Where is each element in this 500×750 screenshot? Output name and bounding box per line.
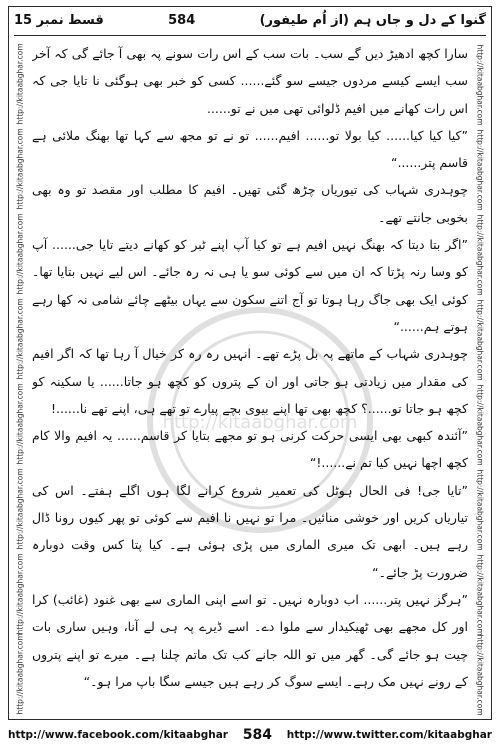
- facebook-link[interactable]: http://www.facebook.com/kitaabghar: [8, 729, 228, 741]
- side-link[interactable]: http://kitaabghar.com: [475, 299, 485, 381]
- paragraph: ”ہرگز نہیں پتر...... اب دوبارہ نہیں۔ تو اسے اپنی الماری سے بھی غنود (غائب) کرا اور کل مجھے بھی ٹھیکیدار سے ملوا دے۔ اسے ڈیرے پہ ہی لے آنا، وہیں ساری بات چیت ہو جائے گی۔ گھر میں تو اللہ جانے کب تک ماتم چلنا ہے۔ میرے تو اپنے پتروں کے رونے نہیں مک رہے۔ ایسے سوگ کر رہے ہیں جیسے سگا باپ مرا ہو۔“: [32, 591, 468, 689]
- paragraph: ”کیا کیا کیا...... کیا بولا تو...... افیم...... تو نے تو مجھ سے کہا تھا بھنگ ملائی ہے قاسم پتر......“: [32, 127, 468, 171]
- side-link[interactable]: http://kitaabghar.com: [475, 129, 485, 211]
- paragraph: ”اگر بتا دیتا کہ بھنگ نہیں افیم ہے تو کیا آپ اپنے ٹبر کو کھانے دیتے تایا جی...... آپ کو وسا رنہ پڑتا کہ ان میں سے کوئی سو یا ہی نہ رہ جائے۔ اس لیے نہیں بتایا تھا۔ کوئی ایک بھی جاگ رہا ہوتا تو آج اتنے سکون سے یہاں بیٹھے چائے شامی نہ کھا رہے ہوتے ہم......“: [32, 237, 468, 334]
- side-link[interactable]: http://kitaabghar.com: [475, 634, 485, 716]
- story-text: [32, 40, 468, 700]
- twitter-link[interactable]: http://www.twitter.com/kitaabghar: [286, 729, 492, 741]
- footer-page-number: 584: [242, 727, 272, 743]
- page-header: [14, 6, 486, 36]
- side-link[interactable]: http://kitaabghar.com: [475, 214, 485, 296]
- side-link[interactable]: http://kitaabghar.com: [15, 128, 25, 210]
- side-link[interactable]: http://kitaabghar.com: [15, 633, 25, 715]
- book-title: گنوا کے دل و جاں ہم (از اُم طیفور): [259, 13, 486, 28]
- side-link[interactable]: http://kitaabghar.com: [475, 554, 485, 636]
- paragraph: ”تایا جی! فی الحال ہوٹل کی تعمیر شروع کرانے لگا ہوں اگلے ہفتے۔ اس کی تیاریاں کریں اور خوشی منائیں۔ مرا تو نہیں نا افیم سے کوئی تو پھر کیوں رونا ڈال رہے ہیں۔ ابھی تک میری الماری میں پڑی ہوئی ہے۔ کیا پتا کس وقت دوبارہ ضرورت پڑ جائے۔“: [32, 482, 468, 580]
- paragraph: ”آئندہ کبھی بھی ایسی حرکت کرنی ہو تو مجھے بتایا کر قاسم...... یہ افیم والا کام کچھ اچھا نہیں کیا تم نے......!“: [32, 428, 468, 471]
- side-link[interactable]: http://kitaabghar.com: [15, 383, 25, 465]
- side-link[interactable]: http://kitaabghar.com: [15, 553, 25, 635]
- paragraph: چوہدری شہاب کے ماتھے پہ بل پڑے تھے۔ انہیں رہ رہ کر خیال آ رہا تھا کہ اگر افیم کی مقدار میں زیادتی ہو جاتی اور ان کے پتروں کو کچھ ہو جاتا...... یا سکینہ کو کچھ ہو جاتا تو......؟ کچھ بھی تھا اپنے بیوی بچے پیارے تو تھے ہی، اپنے تھے نا......!: [32, 346, 468, 416]
- side-link[interactable]: http://kitaabghar.com: [475, 384, 485, 466]
- side-link[interactable]: http://kitaabghar.com: [475, 469, 485, 551]
- watermark-text: http://kitaabghar.com: [162, 412, 358, 433]
- side-link[interactable]: http://kitaabghar.com: [15, 298, 25, 380]
- page-footer: [8, 724, 492, 746]
- side-link[interactable]: http://kitaabghar.com: [15, 43, 25, 125]
- episode-label: قسط نمبر 15: [14, 13, 104, 28]
- paragraph: [32, 695, 468, 700]
- side-link[interactable]: http://kitaabghar.com: [475, 44, 485, 126]
- paragraph: چوہدری شہاب کی تیوریاں چڑھ گئی تھیں۔ افیم کا مطلب اور مقصد تو وہ بھی بخوبی جانتے تھے۔: [32, 182, 468, 225]
- paragraph: سارا کچھ ادھیڑ دیں گے سب۔ بات سب کے اس رات سونے پہ بھی آ جائے گی کہ آخر سب ایسے کیسے مردوں جیسے سو گئے...... کسی کو خبر بھی ہوگئی نا تایا جی کہ اس رات کھانے میں افیم ڈلوائی تھی میں نے تو......: [32, 46, 468, 116]
- side-link[interactable]: http://kitaabghar.com: [15, 213, 25, 295]
- header-page-number: 584: [168, 13, 196, 28]
- side-link[interactable]: http://kitaabghar.com: [15, 468, 25, 550]
